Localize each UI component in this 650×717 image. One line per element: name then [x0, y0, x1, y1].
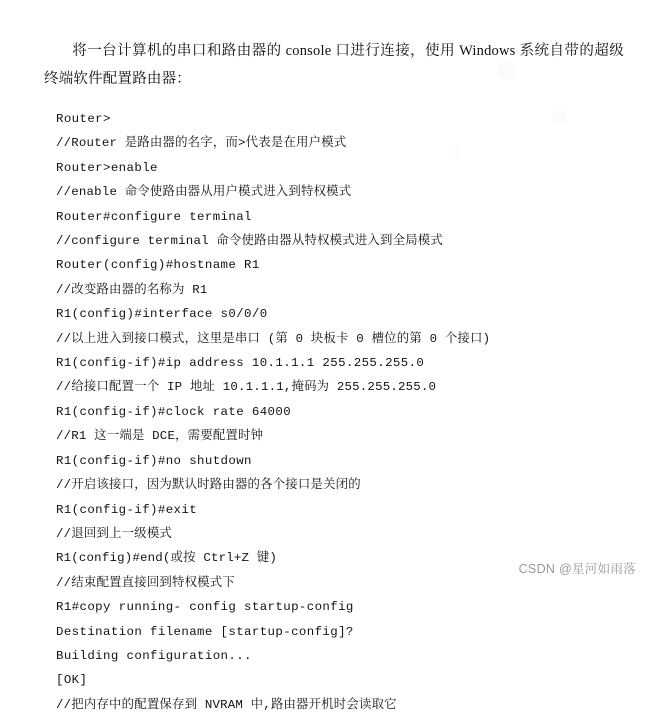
code-line: //把内存中的配置保存到 NVRAM 中,路由器开机时会读取它	[56, 697, 397, 712]
code-line: Router(config)#hostname R1	[56, 258, 260, 273]
code-line: //改变路由器的名称为 R1	[56, 282, 208, 297]
intro-paragraph	[44, 37, 624, 93]
code-line: Destination filename [startup-config]?	[56, 624, 354, 639]
code-line: R1(config)#interface s0/0/0	[56, 307, 268, 322]
code-line: //enable 命令使路由器从用户模式进入到特权模式	[56, 185, 352, 200]
code-line: //结束配置直接回到特权模式下	[56, 575, 235, 590]
code-line: Router>	[56, 112, 111, 126]
code-line: Building configuration...	[56, 648, 252, 663]
code-line: R1(config)#end(或按 Ctrl+Z 键)	[56, 551, 278, 566]
code-line: R1(config-if)#no shutdown	[56, 453, 252, 468]
watermark: CSDN @星河如雨落	[518, 562, 636, 576]
code-line: Router>enable	[56, 160, 158, 175]
code-line: //以上进入到接口模式，这里是串口 (第 0 块板卡 0 槽位的第 0 个接口)	[56, 331, 491, 346]
code-line: Router#configure terminal	[56, 209, 252, 224]
intro-text: 将一台计算机的串口和路由器的 console 口进行连接，使用 Windows 系统自带的超级终端软件配置路由器：	[44, 42, 624, 87]
code-line: //configure terminal 命令使路由器从特权模式进入到全局模式	[56, 234, 443, 249]
code-line: R1#copy running- config startup-config	[56, 600, 354, 615]
code-line: //退回到上一级模式	[56, 526, 172, 541]
code-line: //开启该接口，因为默认时路由器的各个接口是关闭的	[56, 478, 361, 493]
code-line: //给接口配置一个 IP 地址 10.1.1.1,掩码为 255.255.255.0	[56, 380, 437, 395]
code-line: [OK]	[56, 673, 88, 688]
code-line: //R1 这一端是 DCE，需要配置时钟	[56, 429, 264, 444]
code-line: //Router 是路由器的名字，而>代表是在用户模式	[56, 136, 347, 151]
code-line: R1(config-if)#exit	[56, 502, 198, 517]
code-line: R1(config-if)#clock rate 64000	[56, 404, 292, 419]
code-line: R1(config-if)#ip address 10.1.1.1 255.255.255.0	[56, 356, 425, 371]
code-block	[44, 107, 624, 717]
